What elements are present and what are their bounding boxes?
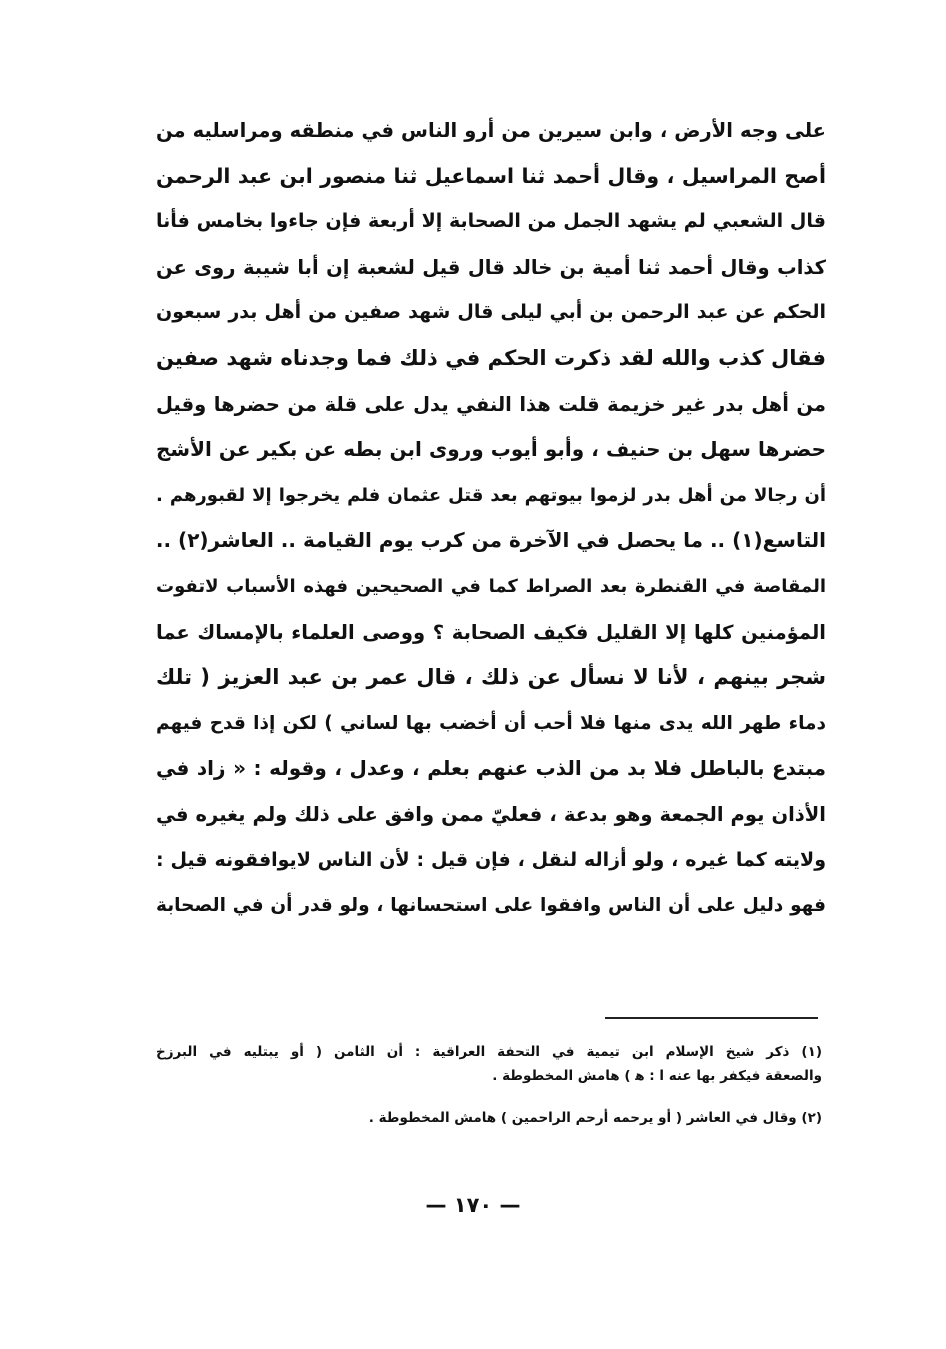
text-line: ولايته كما غيره ، ولو أزاله لنقل ، فإن قيل : لأن الناس لايوافقونه قيل : (156, 848, 826, 871)
footnote-separator (605, 1017, 818, 1019)
footnotes (156, 1040, 822, 1130)
text-line: كذاب وقال أحمد ثنا أمية بن خالد قال قيل لشعبة إن أبا شيبة روى عن (156, 255, 826, 279)
text-line: المؤمنين كلها إلا القليل فكيف الصحابة ؟ ووصى العلماء بالإمساك عما (156, 620, 826, 644)
text-line: الأذان يوم الجمعة وهو بدعة ، فعليّ ممن وافق على ذلك ولم يغيره في (156, 802, 826, 826)
page-number: — ١٧٠ — (425, 1193, 521, 1217)
text-line: أن رجالا من أهل بدر لزموا بيوتهم بعد قتل عثمان فلم يخرجوا إلا لقبورهم . (156, 484, 826, 506)
text-line: قال الشعبي لم يشهد الجمل من الصحابة إلا أربعة فإن جاءوا بخامس فأنا (156, 210, 826, 233)
footnote-1-line-1: (١) ذكر شيخ الإسلام ابن تيمية في التحفة العراقية : أن الثامن ( أو يبتليه في البرزخ (156, 1044, 822, 1060)
footnote-1-line-2: والصعقة فيكفر بها عنه ا : ﻫ ) هامش المخطوطة . (492, 1068, 822, 1084)
text-line: مبتدع بالباطل فلا بد من الذب عنهم بعلم ، وعدل ، وقوله : « زاد في (156, 756, 826, 781)
text-line: دماء طهر الله يدى منها فلا أحب أن أخضب بها لساني ) لكن إذا قدح فيهم (156, 712, 826, 734)
footnote-2: (٢) وقال في العاشر ( أو يرحمه أرحم الراحمين ) هامش المخطوطة . (368, 1110, 822, 1126)
main-text-block (156, 108, 826, 929)
text-line: فقال كذب والله لقد ذكرت الحكم في ذلك فما وجدناه شهد صفين (156, 345, 826, 370)
text-line: على وجه الأرض ، وابن سيرين من أرو الناس في منطقه ومراسليه من (156, 119, 826, 142)
text-line: أصح المراسيل ، وقال أحمد ثنا اسماعيل ثنا منصور ابن عبد الرحمن (156, 163, 826, 188)
text-line: التاسع(١) .. ما يحصل في الآخرة من كرب يوم القيامة .. العاشر(٢) .. (156, 528, 826, 553)
text-line: من أهل بدر غير خزيمة قلت هذا النفي يدل على قلة من حضرها وقيل (156, 392, 826, 416)
text-line: شجر بينهم ، لأنا لا نسأل عن ذلك ، قال عمر بن عبد العزيز ( تلك (156, 665, 826, 690)
text-line: الحكم عن عبد الرحمن بن أبي ليلى قال شهد صفين من أهل بدر سبعون (156, 301, 826, 324)
text-line: حضرها سهل بن حنيف ، وأبو أيوب وروى ابن بطه عن بكير عن الأشج (156, 437, 826, 462)
footnote-spacer (156, 1088, 822, 1106)
text-line: فهو دليل على أن الناس وافقوا على استحسانها ، ولو قدر أن في الصحابة (156, 895, 826, 917)
text-line: المقاصة في القنطرة بعد الصراط كما في الصحيحين فهذه الأسباب لاتفوت (156, 575, 826, 597)
